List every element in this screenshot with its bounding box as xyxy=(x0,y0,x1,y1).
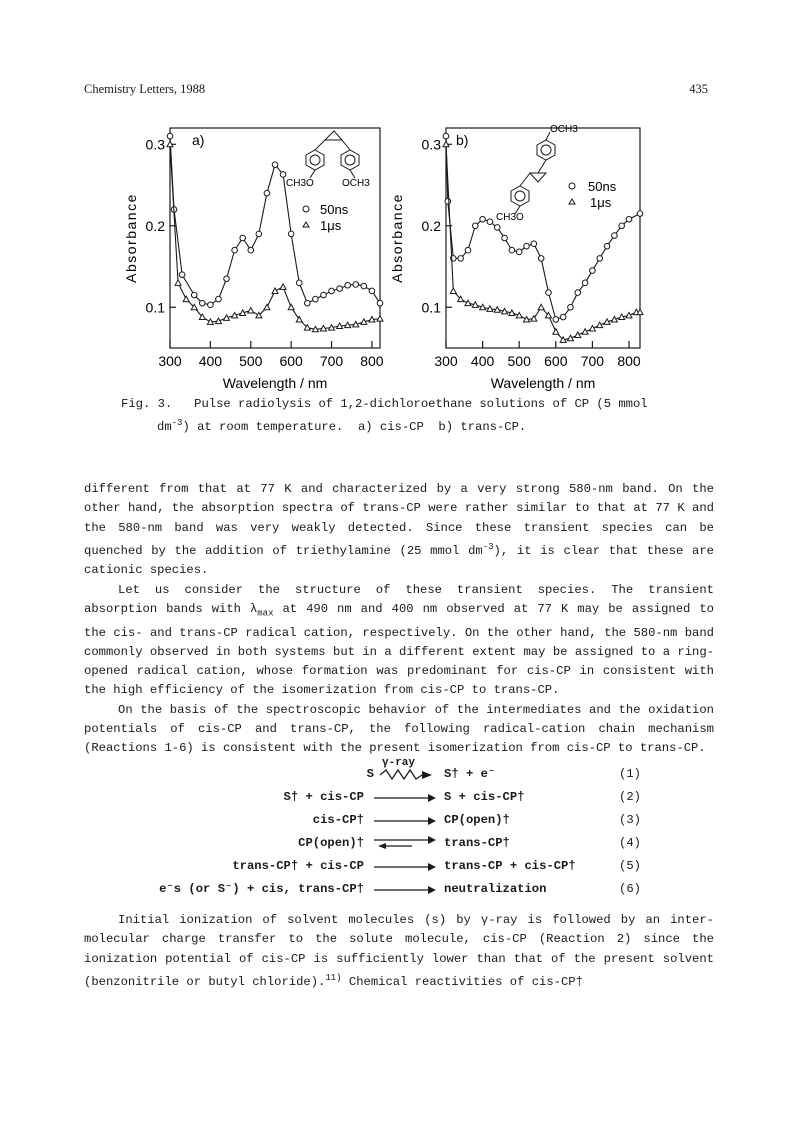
panel-a-point-50ns xyxy=(224,276,230,282)
reaction-4-right: trans-CP† xyxy=(444,836,510,850)
reaction-4-left: CP(open)† xyxy=(298,836,364,850)
panel-a-point-50ns xyxy=(191,292,197,298)
panel-a-point-50ns xyxy=(232,247,238,253)
panel-b-x-tick-label: 700 xyxy=(580,353,605,369)
panel-a-point-50ns xyxy=(272,162,278,168)
paragraph-4 xyxy=(84,911,714,992)
reaction-2 xyxy=(84,788,714,806)
caption-line-2-b: ) at room temperature. a) cis-CP b) trans-CP. xyxy=(182,420,527,435)
reaction-5 xyxy=(84,857,714,875)
panel-b-point-50ns xyxy=(560,314,566,320)
panel-a-y-tick-label: 0.3 xyxy=(145,136,165,153)
panel-b-point-50ns xyxy=(472,223,478,229)
panel-b-point-50ns xyxy=(619,223,625,229)
legend-50ns-b: 50ns xyxy=(588,179,617,194)
panel-b-x-tick-label: 300 xyxy=(434,353,458,369)
reaction-4-number: (4) xyxy=(619,836,641,850)
panel-a-x-tick-label: 800 xyxy=(360,353,384,369)
figure-3 xyxy=(110,118,670,398)
panel-a-point-1us xyxy=(175,280,181,286)
panel-a-x-tick-label: 700 xyxy=(319,353,344,369)
panel-b-point-50ns xyxy=(546,290,552,296)
structure-label-och3-b: OCH3 xyxy=(550,124,578,135)
panel-a-point-50ns xyxy=(329,288,335,294)
reaction-2-number: (2) xyxy=(619,790,641,804)
panel-a-x-axis-label: Wavelength / nm xyxy=(222,375,328,391)
structure-label-och3-a: OCH3 xyxy=(342,178,370,189)
panel-a-y-tick-label: 0.2 xyxy=(145,217,165,234)
panel-b-x-tick-label: 500 xyxy=(507,353,531,369)
panel-b-point-50ns xyxy=(582,280,588,286)
reaction-1-number: (1) xyxy=(619,767,641,781)
panel-a-point-50ns xyxy=(313,296,319,302)
panel-b-point-1us xyxy=(465,300,471,306)
panel-b-frame xyxy=(446,128,640,348)
reaction-6-right: neutralization xyxy=(444,882,547,896)
panel-b-point-1us xyxy=(582,329,588,335)
reference-superscript: 11) xyxy=(325,972,342,983)
structure-label-ch3o-a: CH3O xyxy=(286,178,314,189)
panel-b-point-50ns xyxy=(458,256,464,262)
reaction-1-left: S xyxy=(366,767,374,781)
panel-a-point-50ns xyxy=(353,282,359,288)
legend-1us-b: 1μs xyxy=(590,195,612,210)
running-header-journal: Chemistry Letters, 1988 xyxy=(84,82,206,96)
panel-b-point-50ns xyxy=(575,290,581,296)
panel-b-x-tick-label: 800 xyxy=(617,353,641,369)
panel-b-y-tick-label: 0.1 xyxy=(421,299,441,316)
structure-label-ch3o-b: CH3O xyxy=(496,212,524,223)
panel-a-x-tick-label: 300 xyxy=(158,353,182,369)
panel-b-point-50ns xyxy=(531,241,537,247)
panel-b-point-1us xyxy=(567,335,573,341)
panel-a-point-50ns xyxy=(296,280,302,286)
reaction-6 xyxy=(84,880,714,898)
body-text xyxy=(84,480,714,759)
panel-b-y-axis-label: Absorbance xyxy=(389,193,405,283)
panel-b xyxy=(389,124,643,391)
panel-a-structure xyxy=(306,131,359,178)
panel-b-point-50ns xyxy=(590,268,596,274)
legend-triangle-marker-b xyxy=(569,199,575,204)
caption-line-2-sup: -3 xyxy=(171,418,183,428)
panel-b-point-50ns xyxy=(612,233,618,239)
panel-b-point-50ns xyxy=(487,219,493,225)
panel-b-point-50ns xyxy=(516,249,522,255)
reaction-1-arrow-label: γ-ray xyxy=(382,757,416,769)
paragraph-3: On the basis of the spectroscopic behavior of the intermediates and the oxidation potentials of cis-CP and trans-CP, the following radical-cation chain mechanism (Reactions 1-6) is consistent with the present isomerization from cis-CP to trans-CP. xyxy=(84,702,714,756)
panel-b-point-50ns xyxy=(637,211,643,217)
panel-b-point-50ns xyxy=(480,216,486,222)
panel-b-point-50ns xyxy=(626,216,632,222)
panel-b-point-50ns xyxy=(502,235,508,241)
panel-a-point-1us xyxy=(296,316,302,322)
panel-a-y-tick-label: 0.1 xyxy=(145,299,165,316)
panel-b-y-tick-label: 0.2 xyxy=(421,217,441,234)
panel-a-point-50ns xyxy=(345,282,351,288)
panel-b-point-1us xyxy=(538,304,544,310)
panel-b-x-tick-label: 600 xyxy=(544,353,568,369)
paragraph-1 xyxy=(84,480,714,581)
reaction-3-number: (3) xyxy=(619,813,641,827)
reaction-6-number: (6) xyxy=(619,882,641,896)
reaction-2-right: S + cis-CP† xyxy=(444,790,525,804)
panel-b-point-50ns xyxy=(604,243,610,249)
legend-1us-a: 1μs xyxy=(320,218,342,233)
figure-caption xyxy=(121,395,681,437)
caption-line-1: Fig. 3. Pulse radiolysis of 1,2-dichloroethane solutions of CP (5 mmol xyxy=(121,397,648,411)
panel-a-point-50ns xyxy=(305,300,311,306)
reaction-5-number: (5) xyxy=(619,859,641,873)
panel-a-x-tick-label: 400 xyxy=(198,353,223,369)
reaction-4 xyxy=(84,834,714,852)
reaction-1-right: S† + e⁻ xyxy=(444,767,496,781)
panel-a-point-50ns xyxy=(240,235,246,241)
panel-a-point-50ns xyxy=(369,288,375,294)
panel-a-point-1us xyxy=(183,296,189,302)
paragraph-1-text-a: different from that at 77 K and characterized by a very strong 580-nm band. On the other hand, the absorption spectra of trans-CP were rather similar to that at 77 K and the 580-nm band was very weakly detected. Since these transient species can be quenched by the addition of triethylamine (25 mmol dm xyxy=(84,482,714,558)
panel-a-label: a) xyxy=(192,132,205,148)
paragraph-1-sup: -3 xyxy=(482,541,494,552)
panel-a-point-50ns xyxy=(167,133,173,139)
reaction-3-left: cis-CP† xyxy=(312,813,364,827)
reaction-6-left: e⁻s (or S⁻) + cis, trans-CP† xyxy=(159,882,364,896)
panel-a-point-1us xyxy=(288,304,294,310)
reaction-3-arrow xyxy=(372,815,438,827)
panel-b-point-50ns xyxy=(553,317,559,323)
closing-paragraph xyxy=(84,911,714,992)
panel-b-label: b) xyxy=(456,132,469,148)
legend-triangle-marker-a xyxy=(303,222,309,227)
panel-b-point-50ns xyxy=(568,304,574,310)
panel-b-point-50ns xyxy=(494,225,500,231)
reaction-6-arrow xyxy=(372,884,438,896)
panel-a-point-1us xyxy=(248,308,254,314)
reaction-5-left: trans-CP† + cis-CP xyxy=(232,859,364,873)
panel-a-point-1us xyxy=(264,304,270,310)
paragraph-2 xyxy=(84,581,714,701)
reaction-1 xyxy=(84,757,714,783)
panel-a-point-50ns xyxy=(208,302,214,308)
legend-circle-marker-a xyxy=(303,206,309,212)
panel-a-x-tick-label: 500 xyxy=(239,353,263,369)
panel-b-point-1us xyxy=(575,332,581,338)
panel-b-point-50ns xyxy=(509,247,515,253)
panel-a-y-axis-label: Absorbance xyxy=(123,193,139,283)
panel-b-y-tick-label: 0.3 xyxy=(421,136,441,153)
panel-a-point-50ns xyxy=(361,283,367,289)
panel-a-point-50ns xyxy=(377,300,383,306)
reaction-2-arrow xyxy=(372,792,438,804)
panel-b-point-1us xyxy=(553,329,559,335)
panel-a-x-tick-label: 600 xyxy=(279,353,303,369)
panel-a-point-50ns xyxy=(248,247,254,253)
reaction-2-left: S† + cis-CP xyxy=(283,790,364,804)
reaction-3-right: CP(open)† xyxy=(444,813,510,827)
paragraph-4-text-b: Chemical reactivities of cis-CP† xyxy=(341,974,583,989)
panel-a-point-50ns xyxy=(179,272,185,278)
paragraph-2-text-b: at 490 nm and 400 nm observed at 77 K may be assigned to the cis- and trans-CP radical cation, respectively. On the other hand, the 580-nm band commonly observed in both systems but in a different extent may be assigned to a ring-opened radical cation, whose formation was predominant for cis-CP in consistent with the high efficiency of the isomerization from cis-CP to trans-CP. xyxy=(84,601,714,698)
panel-a xyxy=(123,128,384,391)
paragraph-2-text-a: Let us consider the structure of these transient species. The transient absorption bands with λ xyxy=(84,582,714,616)
panel-a-point-50ns xyxy=(321,292,327,298)
panel-a-point-50ns xyxy=(337,286,343,292)
panel-b-point-50ns xyxy=(524,243,530,249)
reaction-5-arrow xyxy=(372,861,438,873)
panel-a-point-50ns xyxy=(264,190,270,196)
panel-a-point-50ns xyxy=(288,231,294,237)
panel-b-point-1us xyxy=(597,322,603,328)
page-number: 435 xyxy=(689,82,708,96)
reaction-3 xyxy=(84,811,714,829)
reaction-1-wavy-arrow xyxy=(378,769,434,781)
panel-b-point-50ns xyxy=(465,247,471,253)
panel-b-point-50ns xyxy=(445,199,451,205)
legend-50ns-a: 50ns xyxy=(320,202,349,217)
panel-b-point-50ns xyxy=(597,256,603,262)
panel-a-point-1us xyxy=(272,288,278,294)
caption-line-2-a: dm xyxy=(157,420,172,435)
panel-b-structure xyxy=(511,132,555,214)
paragraph-4-text-a: Initial ionization of solvent molecules (s) by γ-ray is followed by an inter-molecular charge transfer to the solute molecule, cis-CP (Reaction 2) since the ionization potential of cis-CP is sufficiently lower than that of the present solvent (benzonitrile or butyl chloride). xyxy=(84,913,714,989)
panel-b-point-1us xyxy=(626,312,632,318)
reaction-5-right: trans-CP + cis-CP† xyxy=(444,859,576,873)
legend-circle-marker-b xyxy=(569,183,575,189)
panel-a-point-50ns xyxy=(200,300,206,306)
panel-b-point-1us xyxy=(450,288,456,294)
panel-b-point-50ns xyxy=(443,133,449,139)
paragraph-1-text-b: ), it is clear that these are cationic species. xyxy=(84,543,714,578)
panel-b-point-1us xyxy=(589,325,595,331)
panel-a-point-1us xyxy=(280,284,286,290)
reaction-4-equilibrium-arrow xyxy=(372,835,438,851)
panel-a-point-50ns xyxy=(280,172,286,178)
figure-3-plots xyxy=(110,118,670,398)
panel-b-series-line-1us xyxy=(446,144,640,340)
panel-a-point-50ns xyxy=(216,296,222,302)
panel-b-x-axis-label: Wavelength / nm xyxy=(490,375,596,391)
panel-a-point-50ns xyxy=(256,231,262,237)
panel-b-x-tick-label: 400 xyxy=(470,353,495,369)
paragraph-2-sub: max xyxy=(257,608,274,619)
panel-b-point-50ns xyxy=(538,256,544,262)
